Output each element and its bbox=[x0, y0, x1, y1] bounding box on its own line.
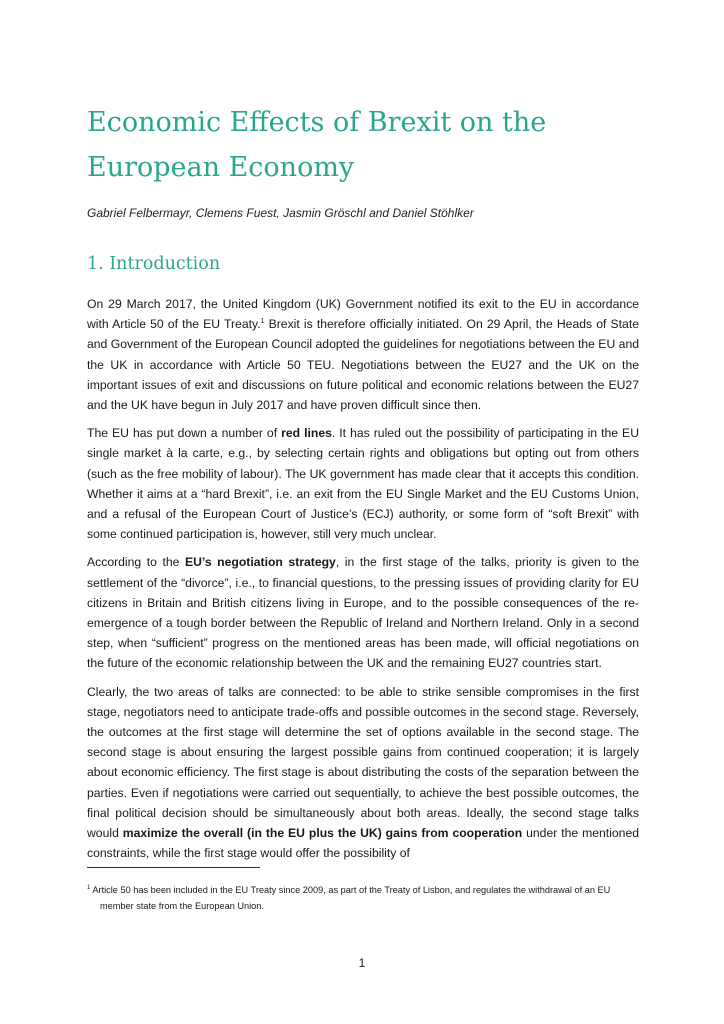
paragraph-text: . It has ruled out the possibility of participating in the EU single market à la carte, e.g., by selecting certain rights and obligations but opting out from others (such as the free mobility of labour). The UK government has made clear that it accepts this condition. Whether it aims at a “hard Brexit”, i.e. an exit from the EU Single Market and the EU Customs Union, and a refusal of the European Court of Justice’s (ECJ) authority, or some form of “soft Brexit” with some continued participation is, however, still very much unclear. bbox=[87, 426, 639, 542]
paragraph-1 bbox=[87, 294, 639, 415]
body-text bbox=[87, 294, 639, 871]
author-list: Gabriel Felbermayr, Clemens Fuest, Jasmin Gröschl and Daniel Stöhlker bbox=[87, 206, 474, 220]
section-heading: 1. Introduction bbox=[87, 254, 221, 274]
footnote-text: Article 50 has been included in the EU Treaty since 2009, as part of the Treaty of Lisbon, and regulates the withdrawal of an EU member state from the European Union. bbox=[90, 885, 611, 911]
paragraph-text: Clearly, the two areas of talks are connected: to be able to strike sensible compromises in the first stage, negotiators need to anticipate trade-offs and possible outcomes in the second stage. Reversely, the outcomes at the first stage will determine the set of options available in the second stage. The second stage is about ensuring the largest possible gains from continued cooperation; it is largely about economic efficiency. The first stage is about distributing the costs of the separation between the parties. Even if negotiations were carried out sequentially, to achieve the best possible outcomes, the final political decision should be simultaneously about both areas. Ideally, the second stage talks would bbox=[87, 684, 639, 841]
emphasis-text: red lines bbox=[281, 426, 332, 441]
paragraph-3 bbox=[87, 552, 639, 673]
footnote-reference: 1 bbox=[260, 318, 265, 326]
document-title: Economic Effects of Brexit on the European Economy bbox=[87, 107, 547, 183]
paragraph-text: The EU has put down a number of bbox=[87, 426, 282, 441]
footnote-marker: 1 bbox=[87, 884, 91, 891]
emphasis-text: maximize the overall (in the EU plus the UK) gains from cooperation bbox=[122, 826, 523, 841]
paragraph-text: under the mentioned constraints, while the first stage would offer the possibility of bbox=[87, 826, 640, 861]
paragraph-text: , in the first stage of the talks, priority is given to the settlement of the “divorce”, i.e., to financial questions, to the pressing issues of providing clarity for EU citizens in Britain and British citizens living in Europe, and to the possible consequences of the re-emergence of a tough border between the Republic of Ireland and Northern Ireland. Only in a second step, when “sufficient” progress on the mentioned areas has been made, will official negotiations on the future of the economic relationship between the UK and the remaining EU27 countries start. bbox=[87, 555, 639, 671]
paragraph-2 bbox=[87, 423, 639, 544]
paragraph-text: Brexit is therefore officially initiated. On 29 April, the Heads of State and Government of the European Council adopted the guidelines for negotiations between the EU and the UK in accordance with Article 50 TEU. Negotiations between the EU27 and the UK on the important issues of exit and discussions on future political and economic relations between the EU27 and the UK have begun in July 2017 and have proven difficult since then. bbox=[87, 317, 639, 413]
paragraph-text: On 29 March 2017, the United Kingdom (UK) Government notified its exit to the EU in accordance with Article 50 of the EU Treaty. bbox=[87, 297, 639, 332]
footnote bbox=[87, 882, 639, 914]
footnote-divider bbox=[87, 867, 260, 868]
paragraph-text: According to the bbox=[87, 555, 185, 570]
page-number: 1 bbox=[358, 956, 366, 970]
paragraph-4 bbox=[87, 682, 639, 864]
emphasis-text: EU’s negotiation strategy bbox=[184, 555, 336, 570]
